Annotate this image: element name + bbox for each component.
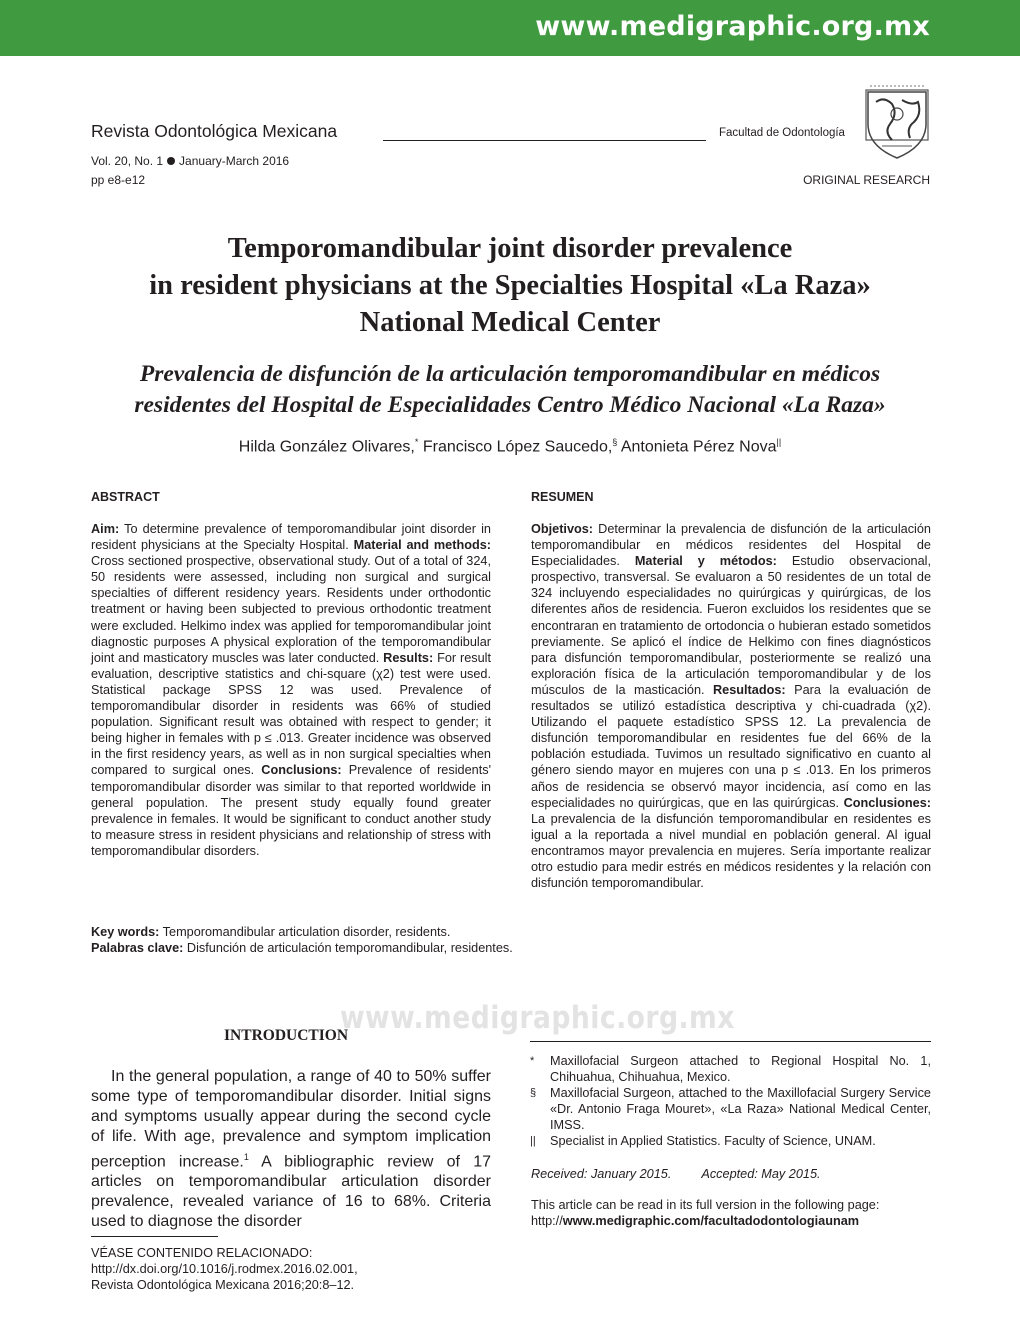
abstract-paragraph: To determine prevalence of temporomandibular joint disorder in resident physicians at the Specialty Hospital. — [91, 522, 491, 553]
affiliation-text: Specialist in Applied Statistics. Faculty of Science, UNAM. — [550, 1134, 876, 1148]
abstract-label: Conclusions: — [261, 763, 342, 778]
related-content — [91, 1245, 358, 1293]
abstract-heading: ABSTRACT — [91, 490, 160, 504]
keywords-es-text: Disfunción de articulación temporomandibular, residentes. — [183, 941, 513, 955]
full-version-link[interactable] — [531, 1213, 879, 1229]
abstract-label: Aim: — [91, 522, 120, 536]
article-title-spanish — [80, 359, 940, 421]
page-range: pp e8-e12 — [91, 173, 146, 187]
affiliation-item — [530, 1133, 931, 1149]
resumen-paragraph: Estudio observacional, prospectivo, transversal. Se evaluaron a 50 residentes de un total de 324 incluyendo especialidades no quirúrgicas y quirúrgicas, de los diferentes años de residencia. Fueron excluidos los residentes que se encontraran en tratamiento de ortodoncia o hubieran estado sometidos previamente. Se aplicó el índice de Helkimo con fines diagnósticos para disfunción temporomandibular, posteriormente se realizó una exploración física de la articulación temporomandibular y de los músculos de la masticación. — [531, 554, 931, 697]
author-mark: || — [776, 437, 782, 447]
author-list — [80, 437, 940, 456]
article-title — [80, 230, 940, 341]
abstract-label: Results: — [383, 650, 434, 665]
url-prefix: http:// — [531, 1214, 563, 1228]
intro-paragraph: A bibliographic review of 17 articles on temporomandibular articulation disorder prevalence, revealed variance of 16 to 68%. Criteria used to diagnose the disorder — [91, 1153, 491, 1231]
affiliation-mark: * — [530, 1055, 535, 1067]
keywords-en-text: Temporomandibular articulation disorder, residents. — [159, 925, 451, 939]
abstract-label: Material and methods: — [353, 538, 491, 553]
affiliation-text: Maxillofacial Surgeon attached to Regional Hospital No. 1, Chihuahua, Chihuahua, Mexico. — [550, 1054, 931, 1084]
keywords-es-label: Palabras clave: — [91, 941, 184, 955]
affiliation-item — [530, 1085, 931, 1133]
resumen-paragraph: Para la evaluación de resultados se utilizó estadística descriptiva y chi-cuadrada (χ2). Utilizando el paquete estadístico SPSS 12. La prevalencia de disfunción temporomandibular en residentes fue del 66% de la población estudiada. Tuvimos un resultado significativo en cuanto al género siendo mayor en mujeres con una p ≤ .013. En los primeros años de residencia se observó mayor incidencia, así como en las especialidades no quirúrgicas, que en las quirúrgicas. — [531, 682, 931, 810]
received-date: Received: January 2015. — [531, 1167, 672, 1181]
keywords-en — [91, 924, 513, 940]
full-version-note — [531, 1197, 879, 1229]
related-citation: Revista Odontológica Mexicana 2016;20:8–12. — [91, 1278, 355, 1292]
abstract-paragraph: For result evaluation, descriptive statistics and chi-square (χ2) test were used. Statistical package SPSS 12 was used. Prevalence of temporomandibular disorder in residents was 66% of studied population. Significant result was obtained with respect to gender; it being higher in females with p ≤ .013. Greater incidence was observed in the first residency years, as well as in non surgical specialties when compared to surgical ones. — [91, 650, 491, 778]
author-name: Francisco López Saucedo, — [418, 438, 613, 456]
author-mark: § — [612, 437, 618, 447]
accepted-date: Accepted: May 2015. — [701, 1167, 821, 1181]
author-name: Hilda González Olivares, — [238, 438, 415, 456]
resumen-label: Material y métodos: — [634, 554, 777, 569]
reference-marker[interactable]: 1 — [243, 1152, 249, 1162]
abstract-body — [91, 521, 491, 859]
title-es-line-1: Prevalencia de disfunción de la articulación temporomandibular en médicos — [139, 361, 881, 387]
author-mark: * — [414, 437, 419, 447]
article-dates — [531, 1167, 821, 1181]
header-divider — [383, 140, 706, 141]
related-doi-link[interactable]: http://dx.doi.org/10.1016/j.rodmex.2016.02.001, — [91, 1262, 358, 1276]
watermark: www.medigraphic.org.mx — [340, 1000, 735, 1036]
affiliation-item — [530, 1053, 931, 1085]
keywords-en-label: Key words: — [91, 925, 160, 939]
volume-period: January-March 2016 — [179, 154, 290, 168]
title-line-1: Temporomandibular joint disorder prevalence — [227, 233, 793, 264]
resumen-label: Objetivos: — [531, 522, 594, 536]
keywords-es — [91, 940, 513, 956]
volume-number: Vol. 20, No. 1 — [91, 154, 164, 168]
affiliation-text: Maxillofacial Surgeon, attached to the Maxillofacial Surgery Service «Dr. Antonio Fraga Mouret», «La Raza» National Medical Center, IMSS. — [550, 1086, 931, 1132]
top-banner — [0, 0, 1020, 56]
resumen-heading: RESUMEN — [531, 490, 594, 504]
volume-info — [91, 154, 289, 168]
resumen-paragraph: Determinar la prevalencia de disfunción de la articulación temporomandibular en médicos residentes del Hospital de Especialidades. — [531, 522, 931, 569]
introduction-heading: INTRODUCTION — [224, 1027, 349, 1044]
full-version-text: This article can be read in its full version in the following page: — [531, 1198, 880, 1212]
resumen-body — [531, 521, 931, 891]
article-section: ORIGINAL RESEARCH — [803, 173, 930, 187]
journal-name: Revista Odontológica Mexicana — [91, 121, 338, 141]
author-name: Antonieta Pérez Nova — [617, 438, 777, 456]
title-es-line-2: residentes del Hospital de Especialidades Centro Médico Nacional «La Raza» — [134, 392, 886, 418]
site-url[interactable]: www.medigraphic.org.mx — [535, 11, 930, 42]
unam-seal-icon — [862, 84, 932, 162]
affiliation-mark: || — [530, 1135, 536, 1147]
title-line-3: National Medical Center — [359, 307, 661, 338]
resumen-label: Conclusiones: — [843, 795, 931, 810]
faculty-name: Facultad de Odontología — [719, 127, 845, 139]
url-domain: www.medigraphic.com/facultadodontologiaunam — [562, 1214, 860, 1228]
keywords-block — [91, 924, 513, 956]
intro-paragraph: In the general population, a range of 40 to 50% suffer some type of temporomandibular disorder. Initial signs and symptoms usually appear during the second cycle of life. With age, prevalence and symptom implication perception increase. — [91, 1068, 491, 1171]
related-label: VÉASE CONTENIDO RELACIONADO: — [91, 1246, 313, 1260]
title-line-2: in resident physicians at the Specialties Hospital «La Raza» — [149, 270, 871, 301]
abstract-paragraph: Prevalence of residents' temporomandibular disorder was similar to that reported worldwide in general population. The present study equally found greater prevalence in females. It would be significant to conduct another study to measure stress in resident physicians and relationship of stress with temporomandibular disorders. — [91, 763, 491, 858]
introduction-body — [91, 1067, 491, 1232]
affiliations — [530, 1053, 931, 1149]
resumen-paragraph: La prevalencia de la disfunción temporomandibular en residentes es igual a la reportada a nivel mundial en población general. Al igual encontramos mayor prevalencia en mujeres. Sería importante realizar otro estudio para medir estrés en médicos residentes y la relación con disfunción temporomandibular. — [531, 811, 931, 891]
resumen-label: Resultados: — [713, 682, 786, 697]
footnote-divider — [530, 1041, 931, 1042]
bullet-icon — [167, 157, 175, 165]
related-divider — [91, 1236, 218, 1237]
abstract-paragraph: Cross sectioned prospective, observational study. Out of a total of 324, 50 residents were assessed, including non surgical and surgical specialties of different residency years. Residents under orthodontic treatment or having been subjected to previous orthodontic treatment were excluded. Helkimo index was applied for temporomandibular joint diagnostic purposes A physical exploration of the temporomandibular joint and masticatory muscles was later conducted. — [91, 554, 491, 665]
affiliation-mark: § — [530, 1087, 537, 1099]
